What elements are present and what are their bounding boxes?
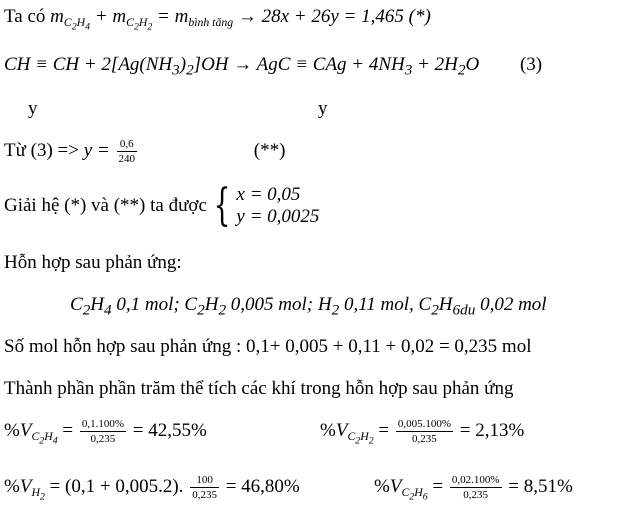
mass-equation: $m_{C_2H_4} + m_{C_2H_2} = m_{bình tăng} \to 28x + 26y = 1,465$ (*) xyxy=(50,6,431,33)
system-brace: { xyxy=(213,180,231,231)
line-reaction-3: CH ≡ CH + $2[Ag(NH_3)_2]OH$ → AgC ≡ CAg + $4NH_3 + 2H_2O$ (3) xyxy=(4,54,543,79)
system-rows: x = 0,05 y = 0,0025 xyxy=(236,184,320,227)
line-total-moles: Số mol hỗn hợp sau phản ứng : 0,1+ 0,005 + 0,11 + 0,02 = 0,235 mol xyxy=(4,336,532,357)
line-from-3: Từ (3) => y = $\frac{0,6}{240}$ (**) xyxy=(4,138,286,165)
reaction-number: (3) xyxy=(519,54,543,75)
line-system-solution: Giải hệ (*) và (**) ta được { x = 0,05 y = 0,0025 xyxy=(4,180,320,231)
fraction-y: $\frac{0,6}{240}$ xyxy=(118,138,136,165)
line-mixture-composition: $C_2H_4$ 0,1 mol; $C_2H_2$ 0,005 mol; $H_2$ 0,11 mol, $C_2H_{6du}$ 0,02 mol xyxy=(70,294,547,319)
intro-text: Ta có xyxy=(4,6,46,27)
line-mixture-heading: Hỗn hợp sau phản ứng: xyxy=(4,252,182,273)
line-percent-heading: Thành phần phần trăm thể tích các khí trong hỗn hợp sau phản ứng xyxy=(4,378,514,399)
line-mass-equation xyxy=(4,6,431,33)
